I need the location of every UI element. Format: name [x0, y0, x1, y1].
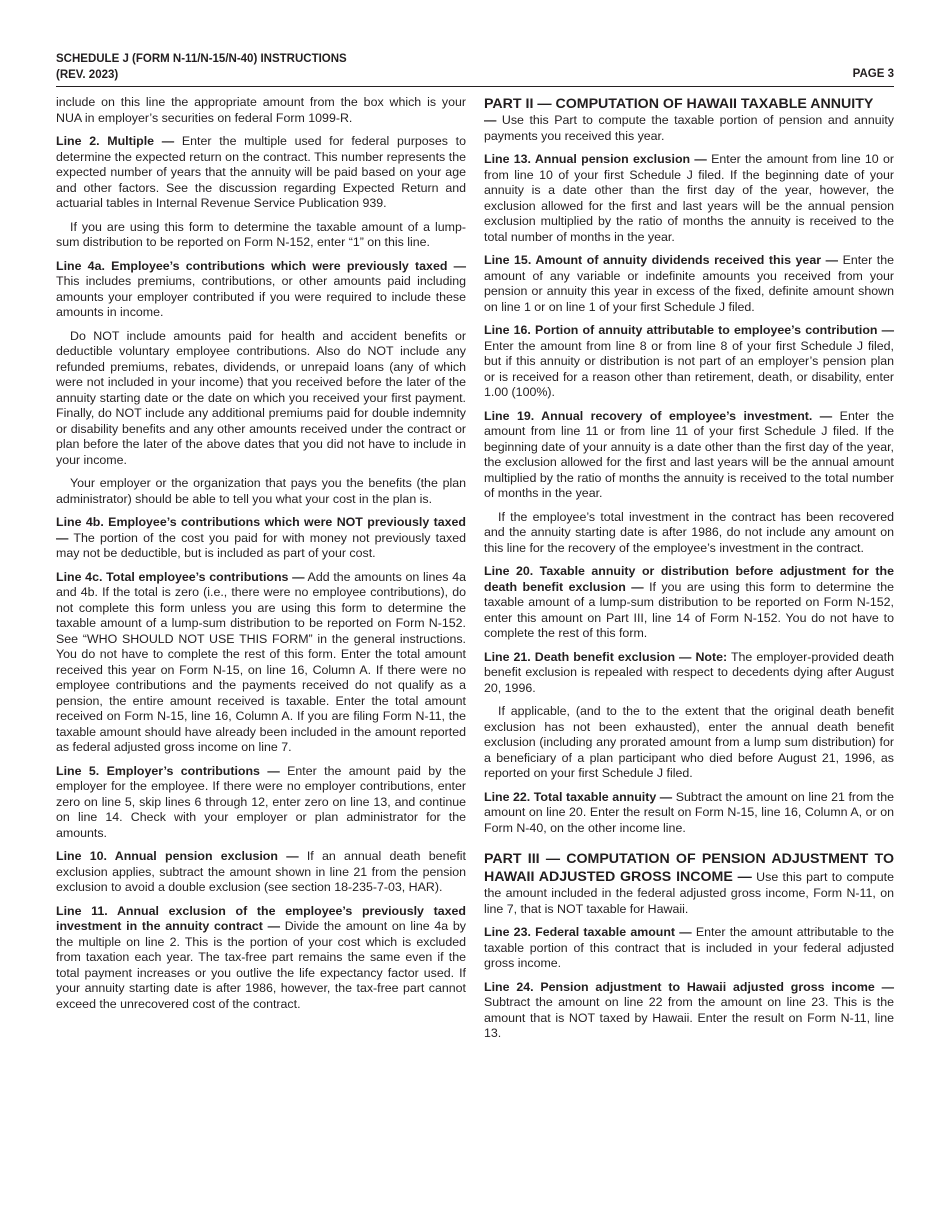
line21-text: The employer-provided death benefit exclusion is repealed with respect to decedents dying after August 20, 1996.: [484, 649, 894, 695]
line13-text: Enter the amount from line 10 or from line 10 of your first Schedule J filed. If the beginning date of your annuity is a date other than the first day of the year, however, the exclusion allowed for the first and last years will be the annual pension exclusion multiplied by the ratio of months the annuity is received to the total number of months in the year.: [484, 152, 894, 244]
line11-heading: Line 11. Annual exclusion of the employee’s previously taxed investment in the annuity contract —: [56, 903, 466, 933]
line20-paragraph: [484, 564, 894, 642]
line19-paragraph-2: If the employee’s total investment in the contract has been recovered and the annuity starting date is after 1986, do not include any amount on this line for the recovery of the employee’s investment in the contract.: [484, 509, 894, 555]
line4c-heading: Line 4c. Total employee’s contributions —: [56, 569, 305, 584]
line4a-paragraph-3: Your employer or the organization that pays you the benefits (the plan administrator) should be able to tell you what your cost in the plan is.: [56, 476, 466, 506]
line4a-text: This includes premiums, contributions, or other amounts paid including amounts your employer contributed if you were required to include these amounts in income.: [56, 274, 466, 319]
line4a-paragraph-2: Do NOT include amounts paid for health and accident benefits or deductible voluntary employee contributions. Also do NOT include any refunded premiums, rebates, dividends, or unrepaid loans (any of which were not included in your income) that you received before the later of the annuity starting date or the date on which you received your first payment. Finally, do NOT include any additional premiums paid for double indemnity or disability benefits and any other amounts received under the contract or plan before the later of the above dates that you did not have to include in your income.: [56, 328, 466, 467]
line2-text: Enter the multiple used for federal purposes to determine the expected return on the contract. This number represents the expected number of years that the annuity will be paid based on your age and other factors. See the discussion regarding Expected Return and actuarial tables in Internal Revenue Service Publication 939.: [56, 134, 466, 210]
line4b-text: The portion of the cost you paid for with money not previously taxed may not be deductible, but is included as part of your cost.: [56, 530, 466, 560]
instructions-page: [56, 52, 894, 1212]
line13-paragraph: [484, 152, 894, 245]
right-column: [484, 95, 894, 1050]
line2-heading: Line 2. Multiple —: [56, 134, 175, 148]
line16-text: Enter the amount from line 8 or from line 8 of your first Schedule J filed, but if this annuity or distribution is not part of an employer’s pension plan or is received for a reason other than retirement, death, or disability, enter 1.00 (100%).: [484, 338, 894, 399]
part3-paragraph: [484, 850, 894, 917]
line5-paragraph: [56, 764, 466, 842]
left-column: [56, 95, 466, 1020]
line11-paragraph: [56, 904, 466, 1013]
line4a-heading: Line 4a. Employee’s contributions which were previously taxed —: [56, 258, 466, 273]
line22-paragraph: [484, 790, 894, 837]
line16-heading: Line 16. Portion of annuity attributable to employee’s contribution —: [484, 323, 894, 337]
form-title: [56, 52, 347, 83]
line15-heading: Line 15. Amount of annuity dividends received this year —: [484, 253, 838, 267]
line2-paragraph: [56, 134, 466, 212]
form-revision: (REV. 2023): [56, 68, 119, 81]
line24-paragraph: [484, 980, 894, 1042]
line16-paragraph: [484, 323, 894, 401]
line23-heading: Line 23. Federal taxable amount —: [484, 925, 692, 939]
part3-title: PART III — COMPUTATION OF PENSION ADJUSTMENT TO HAWAII ADJUSTED GROSS INCOME —: [484, 851, 894, 885]
line4c-text: Add the amounts on lines 4a and 4b. If the total is zero (i.e., there were no employee contributions), do not complete this form unless you are using this form to determine the taxable amount of a lump-sum distribution to be reported on Form N-152. See “WHO SHOULD NOT USE THIS FORM” in the general instructions. You do not have to complete the rest of this form. Enter the total amount received this year on Form N-15, on line 16, Column A. If there were no employee contributions and the payments received do not qualify as a pension, the entire amount received is taxable. Enter the total amount received on Form N-15, line 16, Column A. If you are filing Form N-11, the taxable amount should have already been included in the amount reported as federal adjusted gross income on line 7.: [56, 569, 466, 754]
line4c-paragraph: [56, 570, 466, 756]
line15-text: Enter the amount of any variable or indefinite amounts you received from your pension or annuity this year in excess of the fixed, definite amount shown on line 1 or on line 1 of your first Schedule J filed.: [484, 253, 894, 314]
line22-heading: Line 22. Total taxable annuity —: [484, 789, 673, 804]
line24-text: Subtract the amount on line 22 from the amount on line 23. This is the amount that is NOT taxed by Hawaii. Enter the result on Form N-11, line 13.: [484, 995, 894, 1040]
line20-heading: Line 20. Taxable annuity or distribution before adjustment for the death benefit exclusion —: [484, 564, 894, 594]
line21-paragraph-2: If applicable, (and to the to the extent that the original death benefit exclusion has not been exhausted), enter the annual death benefit exclusion (including any prorated amount from a lump sum distribution) for a beneficiary of a plan participant who died before August 21, 1996, as reported on your first Schedule J filed.: [484, 704, 894, 780]
page-number: PAGE 3: [852, 68, 894, 80]
line19-heading: Line 19. Annual recovery of employee’s investment. —: [484, 408, 833, 423]
form-title-line1: SCHEDULE J (FORM N-11/N-15/N-40) INSTRUCTIONS: [56, 53, 347, 65]
line1-continuation: include on this line the appropriate amount from the box which is your NUA in employer’s securities on federal Form 1099-R.: [56, 95, 466, 125]
line20-text: If you are using this form to determine the taxable amount of a lump-sum distribution to be reported on Form N-152, enter this amount on Part III, line 14 of Form N-152. You do not have to complete the rest of this form.: [484, 579, 894, 640]
line11-text: Divide the amount on line 4a by the multiple on line 2. This is the portion of your cost which is excluded from taxation each year. The tax-free part remains the same even if the total payment increases or you outlive the life expectancy factor used. If your annuity starting date is after 1986, however, the tax-free part cannot exceed the unrecovered cost of the contract.: [56, 919, 466, 1011]
line15-paragraph: [484, 253, 894, 315]
line24-heading: Line 24. Pension adjustment to Hawaii adjusted gross income —: [484, 979, 894, 994]
line13-heading: Line 13. Annual pension exclusion —: [484, 152, 707, 166]
part3-text: Use this part to compute the amount included in the federal adjusted gross income, Form N-11, on line 7, that is NOT taxable for Hawaii.: [484, 870, 894, 916]
line5-text: Enter the amount paid by the employer for the employee. If there were no employer contributions, enter zero on line 5, skip lines 6 through 12, enter zero on line 13, and continue on line 14. Check with your employer or plan administrator for the amounts.: [56, 763, 467, 840]
line2-paragraph-2: If you are using this form to determine the taxable amount of a lump-sum distribution to be reported on Form N-152, enter “1” on this line.: [56, 219, 466, 249]
part2-title: PART II — COMPUTATION OF HAWAII TAXABLE ANNUITY: [484, 96, 874, 112]
line10-heading: Line 10. Annual pension exclusion —: [56, 849, 299, 863]
part2-intro: [484, 113, 894, 144]
line19-paragraph: [484, 409, 894, 502]
line5-heading: Line 5. Employer’s contributions —: [56, 763, 280, 778]
line19-text: Enter the amount from line 11 or from line 11 of your first Schedule J filed. If the beginning date of your annuity is a date other than the first day of the year, the exclusion allowed for the first and last years will be the annual amount multiplied by the ratio of months the annuity is received to the total number of months in the year.: [484, 408, 894, 500]
line21-heading: Line 21. Death benefit exclusion — Note:: [484, 649, 728, 664]
page-header: [56, 52, 894, 87]
line10-paragraph: [56, 849, 466, 896]
line23-paragraph: [484, 925, 894, 972]
line4b-heading: Line 4b. Employee’s contributions which were NOT previously taxed —: [56, 515, 466, 545]
line23-text: Enter the amount attributable to the taxable portion of this contract that is included in your federal adjusted gross income.: [484, 925, 894, 970]
line10-text: If an annual death benefit exclusion applies, subtract the amount shown in line 21 from the pension exclusion to avoid a double exclusion (see section 18-235-7-03, HAR).: [56, 849, 466, 894]
part2-text: Use this Part to compute the taxable portion of pension and annuity payments you received this year.: [484, 113, 894, 143]
line4b-paragraph: [56, 515, 466, 562]
line4a-paragraph: [56, 259, 466, 321]
line21-paragraph: [484, 650, 894, 697]
part2-dash: —: [484, 113, 497, 127]
line22-text: Subtract the amount on line 21 from the amount on line 20. Enter the result on Form N-15, line 16, Column A, or on Form N-40, on the other income line.: [484, 789, 894, 835]
